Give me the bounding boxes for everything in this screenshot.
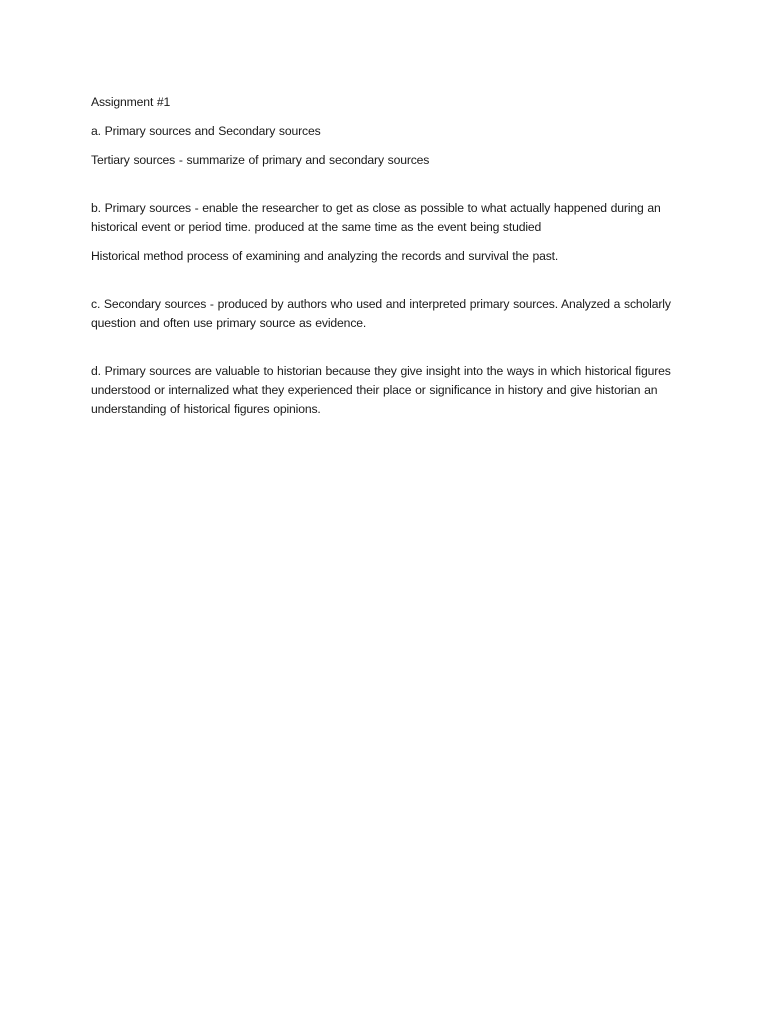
paragraph-historical-method: Historical method process of examining and analyzing the records and survival the past. bbox=[91, 249, 559, 263]
paragraph-c: c. Secondary sources - produced by authors who used and interpreted primary sources. Analyzed a scholarly question and often use primary source as evidence. bbox=[91, 297, 671, 330]
paragraph-tertiary-sources: Tertiary sources - summarize of primary and secondary sources bbox=[91, 153, 430, 167]
assignment-title: Assignment #1 bbox=[91, 95, 171, 109]
document-body bbox=[91, 93, 681, 419]
paragraph-b: b. Primary sources - enable the researcher to get as close as possible to what actually happened during an historical event or period time. produced at the same time as the event being studied bbox=[91, 201, 661, 234]
paragraph-d: d. Primary sources are valuable to historian because they give insight into the ways in which historical figures understood or internalized what they experienced their place or significance in history and give historian an understanding of historical figures opinions. bbox=[91, 364, 671, 416]
paragraph-a: a. Primary sources and Secondary sources bbox=[91, 124, 321, 138]
